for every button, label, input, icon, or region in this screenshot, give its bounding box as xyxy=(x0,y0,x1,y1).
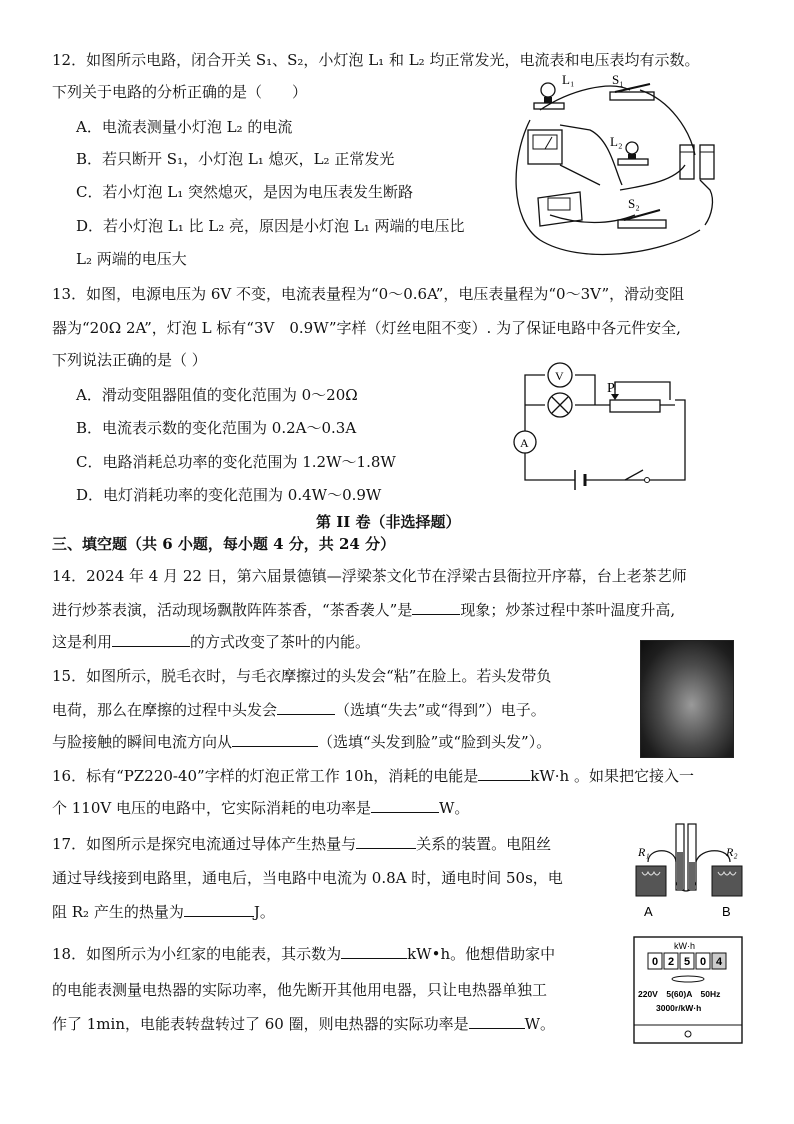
section-2-title: 第 II 卷（非选择题） xyxy=(316,513,461,531)
q14-line2: 进行炒茶表演，活动现场飘散阵阵茶香，“茶香袭人”是 现象；炒茶过程中茶叶温度升高, xyxy=(52,601,676,619)
q12-wire xyxy=(516,120,700,254)
q12-stem-line2: 下列关于电路的分析正确的是（ ） xyxy=(52,83,308,101)
q16-line2: 个 110V 电压的电路中，它实际消耗的电功率是 W。 xyxy=(52,799,470,817)
container-b-icon xyxy=(712,866,742,896)
q15-blank-1[interactable] xyxy=(277,700,335,715)
q17-apparatus-figure xyxy=(630,822,750,922)
meter-spec: 220V 5(60)A 50Hz xyxy=(638,989,721,999)
q13-rheostat-icon xyxy=(607,381,660,412)
fig-label-l1: L₁ xyxy=(562,72,575,87)
section-3-header: 三、填空题（共 6 小题，每小题 4 分，共 24 分） xyxy=(52,535,396,553)
q18-line2: 的电能表测量电热器的实际功率，他先断开其他用电器，只让电热器单独工 xyxy=(52,981,548,999)
q16-blank-2[interactable] xyxy=(371,798,439,813)
q12-option-a: A．电流表测量小灯泡 L₂ 的电流 xyxy=(76,118,293,136)
q15-line3: 与脸接触的瞬间电流方向从 （选填“头发到脸”或“脸到头发”）。 xyxy=(52,733,552,751)
q17-line3: 阻 R₂ 产生的热量为 J。 xyxy=(52,903,275,921)
meter-digit-3: 5 xyxy=(684,956,691,968)
q14-line1: 14．2024 年 4 月 22 日，第六届景德镇—浮梁茶文化节在浮梁古县衙拉开序幕，台上老茶艺师 xyxy=(52,567,687,585)
q12-option-d-line2: L₂ 两端的电压大 xyxy=(76,250,187,268)
q17-blank-1[interactable] xyxy=(356,834,416,849)
fig-label-p: P xyxy=(607,381,615,396)
fig-label-r1: R₁ xyxy=(638,845,650,859)
q13-circuit-figure xyxy=(505,360,695,495)
fig-label-a: A xyxy=(644,904,653,919)
q16-blank-1[interactable] xyxy=(478,766,530,781)
svg-text:A: A xyxy=(520,436,529,450)
container-a-icon xyxy=(636,866,666,896)
bulb-l2-icon xyxy=(618,142,648,165)
meter-digit-2: 2 xyxy=(668,956,675,968)
q18-line1: 18．如图所示为小红家的电能表，其示数为 kW•h。他想借助家中 xyxy=(52,945,556,963)
q12-circuit-figure xyxy=(500,70,750,270)
q13-option-d: D．电灯消耗功率的变化范围为 0.4W～0.9W xyxy=(76,486,382,504)
q18-energy-meter-figure xyxy=(632,935,744,1047)
q12-option-d-line1: D．若小灯泡 L₁ 比 L₂ 亮，原因是小灯泡 L₁ 两端的电压比 xyxy=(76,217,465,235)
q13-lamp-icon xyxy=(548,393,572,417)
q12-option-b: B．若只断开 S₁，小灯泡 L₁ 熄灭，L₂ 正常发光 xyxy=(76,150,395,168)
q13-stem-line1: 13．如图，电源电压为 6V 不变，电流表量程为“0～0.6A”，电压表量程为“0～3V”，滑动变阻 xyxy=(52,285,685,303)
q18-line3: 作了 1min，电能表转盘转过了 60 圈，则电热器的实际功率是 W。 xyxy=(52,1015,556,1033)
q13-ammeter-icon xyxy=(514,431,536,453)
fig-label-b: B xyxy=(722,904,731,919)
q15-blank-2[interactable] xyxy=(232,732,318,747)
meter-digit-1: 0 xyxy=(652,956,659,968)
switch-s2-icon xyxy=(618,210,666,228)
q14-blank-1[interactable] xyxy=(412,600,460,615)
u-tube-left-liquid xyxy=(677,852,683,890)
fig-label-s1: S₁ xyxy=(612,72,624,87)
q17-line1: 17．如图所示是探究电流通过导体产生热量与 关系的装置。电阻丝 xyxy=(52,835,552,853)
fig-label-l2: L₂ xyxy=(610,134,623,149)
q13-battery-icon xyxy=(575,470,585,490)
q17-line2: 通过导线接到电路里，通电后，当电路中电流为 0.8A 时，通电时间 50s，电 xyxy=(52,869,563,887)
meter-rev: 3000r/kW·h xyxy=(656,1003,702,1013)
q13-stem-line3: 下列说法正确的是（ ） xyxy=(52,351,207,369)
meter-unit-label: kW·h xyxy=(674,941,695,951)
u-tube-right-liquid xyxy=(689,862,695,890)
ammeter-icon xyxy=(538,192,582,226)
q15-photo-hair-image xyxy=(640,640,734,758)
q13-option-a: A．滑动变阻器阻值的变化范围为 0～20Ω xyxy=(76,386,358,404)
q13-option-b: B．电流表示数的变化范围为 0.2A～0.3A xyxy=(76,419,357,437)
fig-label-r2: R₂ xyxy=(726,845,738,859)
voltmeter-icon xyxy=(528,130,562,164)
q13-option-c: C．电路消耗总功率的变化范围为 1.2W～1.8W xyxy=(76,453,396,471)
q15-line1: 15．如图所示，脱毛衣时，与毛衣摩擦过的头发会“粘”在脸上。若头发带负 xyxy=(52,667,552,685)
meter-digit-4: 0 xyxy=(700,956,707,968)
q18-blank-2[interactable] xyxy=(469,1014,525,1029)
q13-voltmeter-icon xyxy=(548,363,572,387)
q12-option-c: C．若小灯泡 L₁ 突然熄灭，是因为电压表发生断路 xyxy=(76,183,413,201)
q14-blank-2[interactable] xyxy=(112,632,190,647)
q12-stem-line1: 12．如图所示电路，闭合开关 S₁、S₂，小灯泡 L₁ 和 L₂ 均正常发光，电流表和电压表均有示数。 xyxy=(52,51,700,69)
svg-text:V: V xyxy=(555,369,564,383)
fig-label-s2: S₂ xyxy=(628,196,640,211)
q15-line2: 电荷，那么在摩擦的过程中头发会 （选填“失去”或“得到”）电子。 xyxy=(52,701,546,719)
q16-line1: 16．标有“PZ220-40”字样的灯泡正常工作 10h，消耗的电能是 kW·h 。如果把它接入一 xyxy=(52,767,694,785)
meter-digit-5: 4 xyxy=(716,956,723,968)
q14-line3: 这是利用 的方式改变了茶叶的内能。 xyxy=(52,633,371,651)
q17-blank-2[interactable] xyxy=(184,902,254,917)
battery-icon xyxy=(680,145,714,179)
q13-stem-line2: 器为“20Ω 2A”，灯泡 L 标有“3V 0.9W”字样（灯丝电阻不变）. 为了保证电路中各元件安全, xyxy=(52,319,681,337)
q18-blank-1[interactable] xyxy=(341,944,407,959)
